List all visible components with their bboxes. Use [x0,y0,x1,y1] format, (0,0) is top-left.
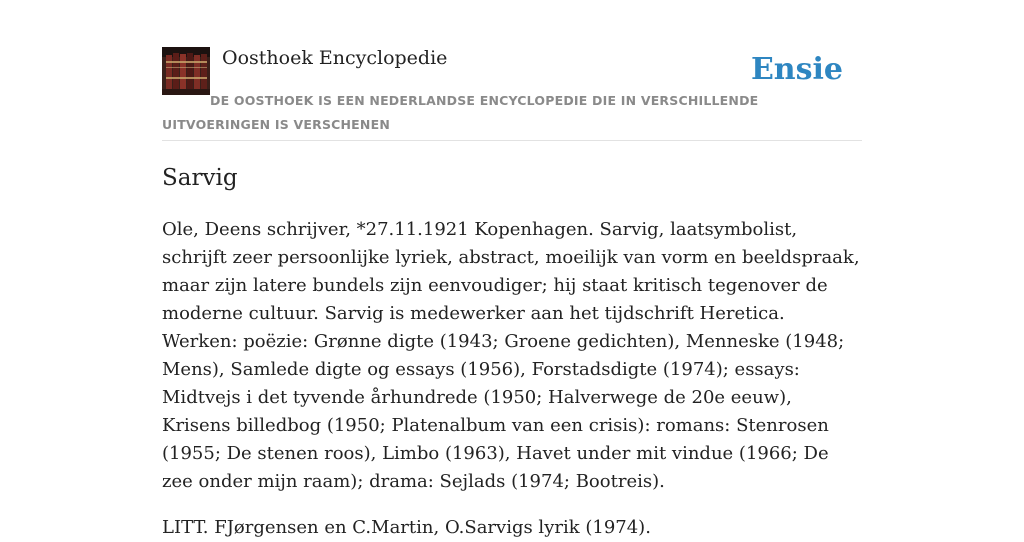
site-title[interactable]: Oosthoek Encyclopedie [222,47,448,69]
entry-body: Ole, Deens schrijver, *27.11.1921 Kopenhagen. Sarvig, laatsymbolist, schrijft zeer persoonlijke lyriek, abstract, moeilijk van vorm en beeldspraak, maar zijn latere bundels zijn eenvoudiger; hij staat kritisch tegenover de moderne cultuur. Sarvig is medewerker aan het tijdschrift Heretica. Werken: poëzie: Grønne digte (1943; Groene gedichten), Menneske (1948; Mens), Samlede digte og essays (1956), Forstadsdigte (1974); essays: Midtvejs i det tyvende århundrede (1950; Halverwege de 20e eeuw), Krisens billedbog (1950; Platenalbum van een crisis): romans: Stenrosen (1955; De stenen roos), Limbo (1963), Havet under mit vindue (1966; De zee onder mijn raam); drama: Sejlads (1974; Bootreis). [162,219,860,492]
entry-title: Sarvig [162,165,238,191]
ensie-logo[interactable]: Ensie [750,52,843,87]
encyclopedia-books-icon[interactable] [162,47,210,95]
entry-literature: LITT. FJørgensen en C.Martin, O.Sarvigs lyrik (1974). [162,517,651,538]
site-header [162,0,862,141]
entry-content [162,160,862,542]
site-tagline: DE OOSTHOEK IS EEN NEDERLANDSE ENCYCLOPEDIE DIE IN VERSCHILLENDE UITVOERINGEN IS VERSCHENEN [162,93,759,132]
